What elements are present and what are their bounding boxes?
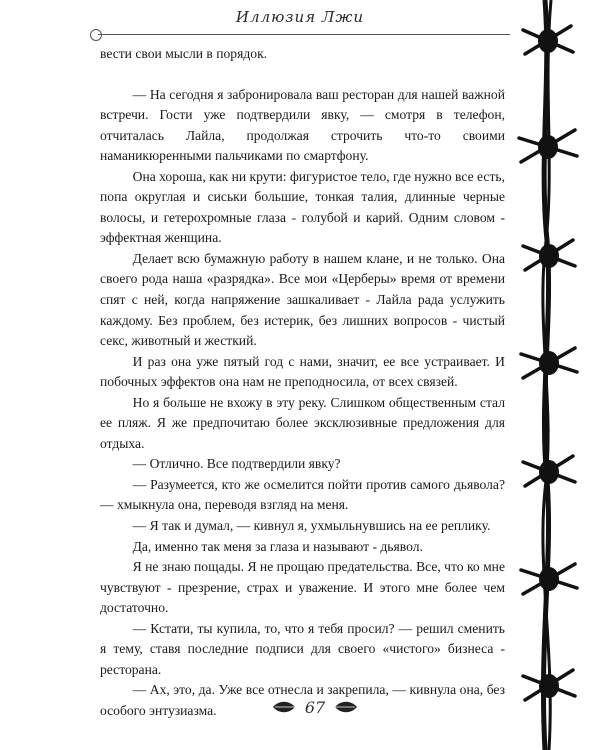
left-leaf-ornament-icon — [271, 699, 297, 715]
running-header — [90, 8, 510, 26]
page-number: 67 — [304, 697, 326, 717]
header-title: Иллюзия Лжи — [235, 8, 365, 26]
paragraph: — Отлично. Все подтвердили явку? — [132, 456, 341, 472]
body-text — [100, 44, 505, 722]
paragraph: И раз она уже пятый год с нами, значит, ее все устраивает. И побочных эффектов она нам не преподносила, от всех связей. — [100, 353, 505, 390]
paragraph: — Я так и думал, — кивнул я, ухмыльнувшись на ее реплику. — [132, 518, 491, 534]
paragraph: — На сегодня я забронировала ваш ресторан для нашей важной встречи. Гости уже подтвердили явку, — смотря в телефон, отчиталась Лайла, продолжая строчить что-то своими наманикюренными пальчиками по смартфону. — [100, 86, 505, 164]
paragraph: Да, именно так меня за глаза и называют - дьявол. — [132, 538, 423, 554]
barbed-wire-decoration — [505, 0, 600, 750]
paragraph: вести свои мысли в порядок. — [100, 46, 268, 61]
right-leaf-ornament-icon — [333, 699, 359, 715]
paragraph: — Кстати, ты купила, то, что я тебя просил? — решил сменить я тему, ставя последние подписи для своего «чистого» бизнеса - ресторана. — [100, 620, 505, 677]
paragraph: Она хороша, как ни крути: фигуристое тело, где нужно все есть, попа округлая и сиськи большие, тонкая талия, длинные черные волосы, и гетерохромные глаза - голубой и карий. Одним словом - эффектная женщина. — [100, 168, 505, 246]
header-rule — [98, 34, 510, 35]
paragraph: Делает всю бумажную работу в нашем клане, и не только. Она своего рода наша «разрядка». Все мои «Церберы» время от времени спят с ней, когда напряжение зашкаливает - Лайла рада услужить каждому. Без проблем, без истерик, без лишних вопросов - чистый секс, животный и жесткий. — [100, 250, 505, 349]
page-footer — [255, 692, 375, 722]
paragraph: — Ах, это, да. Уже все отнесла и закрепила, — кивнула она, без особого энтузиазма. — [100, 682, 505, 718]
paragraph: — Разумеется, кто же осмелится пойти против самого дьявола? — хмыкнула она, переводя взгляд на меня. — [100, 476, 505, 513]
paragraph: Я не знаю пощады. Я не прощаю предательства. Все, что ко мне чувствуют - презрение, страх и уважение. И этого мне более чем достаточно. — [100, 559, 505, 616]
paragraph: Но я больше не вхожу в эту реку. Слишком общественным стал ее пляж. Я же предпочитаю более эксклюзивные предложения для отдыха. — [100, 394, 505, 451]
header-ornament-icon — [90, 29, 102, 41]
